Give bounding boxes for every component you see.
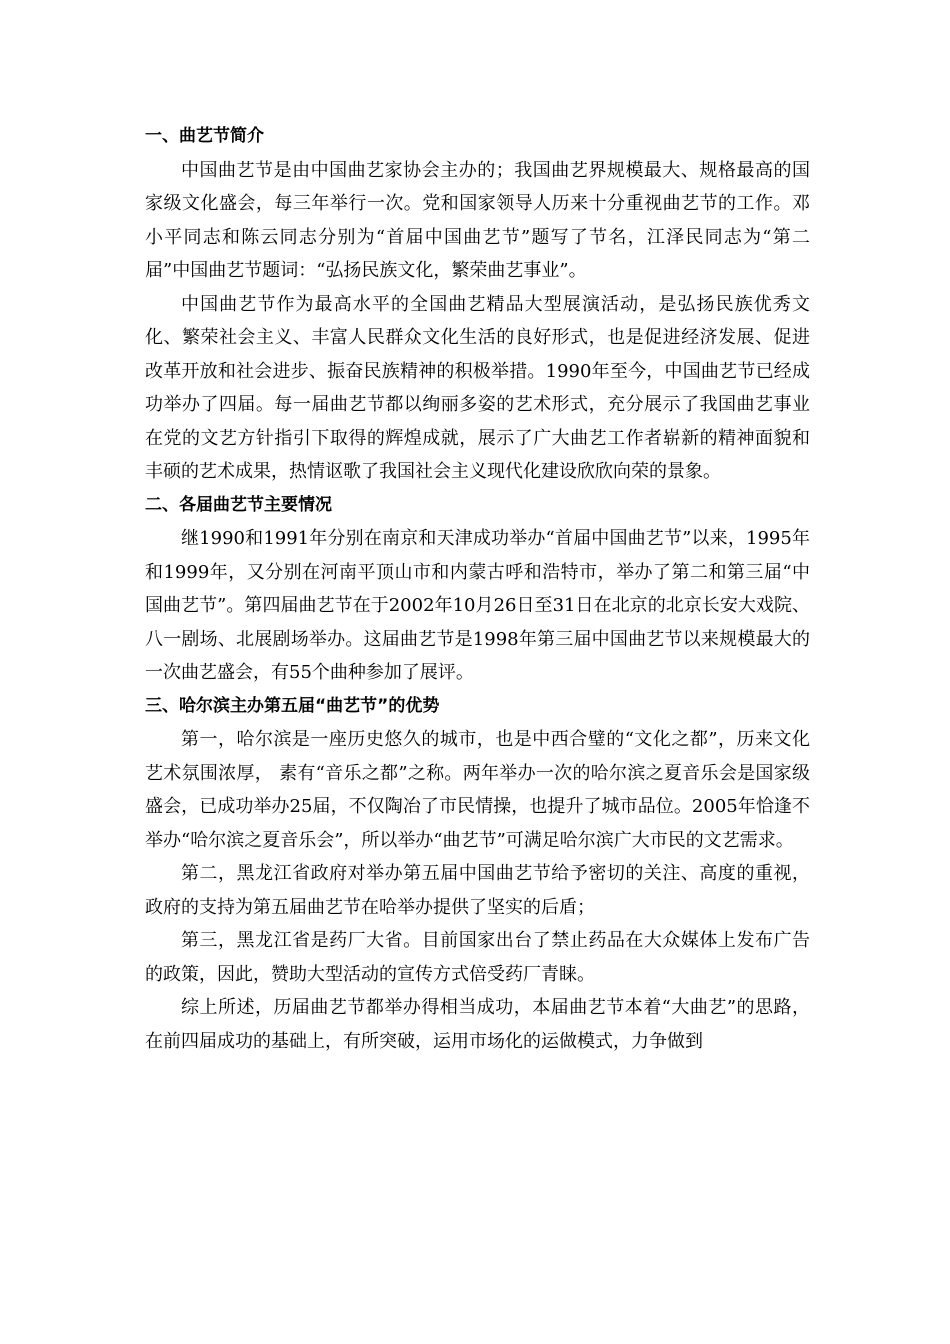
paragraph-advantage-2: 第二，黑龙江省政府对举办第五届中国曲艺节给予密切的关注、高度的重视，政府的支持为第五届曲艺节在哈举办提供了坚实的后盾； (145, 863, 810, 918)
section-heading-advantages: 三、哈尔滨主办第五届“曲艺节”的优势 (145, 695, 440, 716)
paragraph-intro-1: 中国曲艺节是由中国曲艺家协会主办的；我国曲艺界规模最大、规格最高的国家级文化盛会，每三年举行一次。党和国家领导人历来十分重视曲艺节的工作。邓小平同志和陈云同志分别为“首届中国曲艺节”题写了节名，江泽民同志为“第二届”中国曲艺节题词：“弘扬民族文化，繁荣曲艺事业”。 (145, 159, 810, 281)
document-page (145, 120, 810, 1058)
paragraph-advantage-3: 第三，黑龙江省是药厂大省。目前国家出台了禁止药品在大众媒体上发布广告的政策，因此，赞助大型活动的宣传方式倍受药厂青睐。 (145, 930, 810, 985)
section-heading-history: 二、各届曲艺节主要情况 (145, 494, 332, 515)
section-heading-intro: 一、曲艺节简介 (145, 126, 264, 146)
paragraph-history-1: 继1990和1991年分别在南京和天津成功举办“首届中国曲艺节”以来，1995年和1999年，又分别在河南平顶山市和内蒙古呼和浩特市，举办了第二和第三届“中国曲艺节”。第四届曲艺节在于2002年10月26日至31日在北京的北京长安大戏院、八一剧场、北展剧场举办。这届曲艺节是1998年第三届中国曲艺节以来规模最大的一次曲艺盛会，有55个曲种参加了展评。 (145, 528, 810, 683)
paragraph-intro-2: 中国曲艺节作为最高水平的全国曲艺精品大型展演活动，是弘扬民族优秀文化、繁荣社会主义、丰富人民群众文化生活的良好形式，也是促进经济发展、促进改革开放和社会进步、振奋民族精神的积极举措。1990年至今，中国曲艺节已经成功举办了四届。每一届曲艺节都以绚丽多姿的艺术形式，充分展示了我国曲艺事业在党的文艺方针指引下取得的辉煌成就，展示了广大曲艺工作者崭新的精神面貌和丰硕的艺术成果，热情讴歌了我国社会主义现代化建设欣欣向荣的景象。 (145, 293, 810, 482)
paragraph-advantage-1: 第一，哈尔滨是一座历史悠久的城市，也是中西合璧的“文化之都”，历来文化艺术氛围浓厚， 素有“音乐之都”之称。两年举办一次的哈尔滨之夏音乐会是国家级盛会，已成功举办25届，不仅陶冶了市民情操，也提升了城市品位。2005年恰逢不举办“哈尔滨之夏音乐会”，所以举办“曲艺节”可满足哈尔滨广大市民的文艺需求。 (145, 729, 810, 851)
paragraph-summary: 综上所述，历届曲艺节都举办得相当成功，本届曲艺节本着“大曲艺”的思路，在前四届成功的基础上，有所突破，运用市场化的运做模式，力争做到 (145, 997, 810, 1052)
